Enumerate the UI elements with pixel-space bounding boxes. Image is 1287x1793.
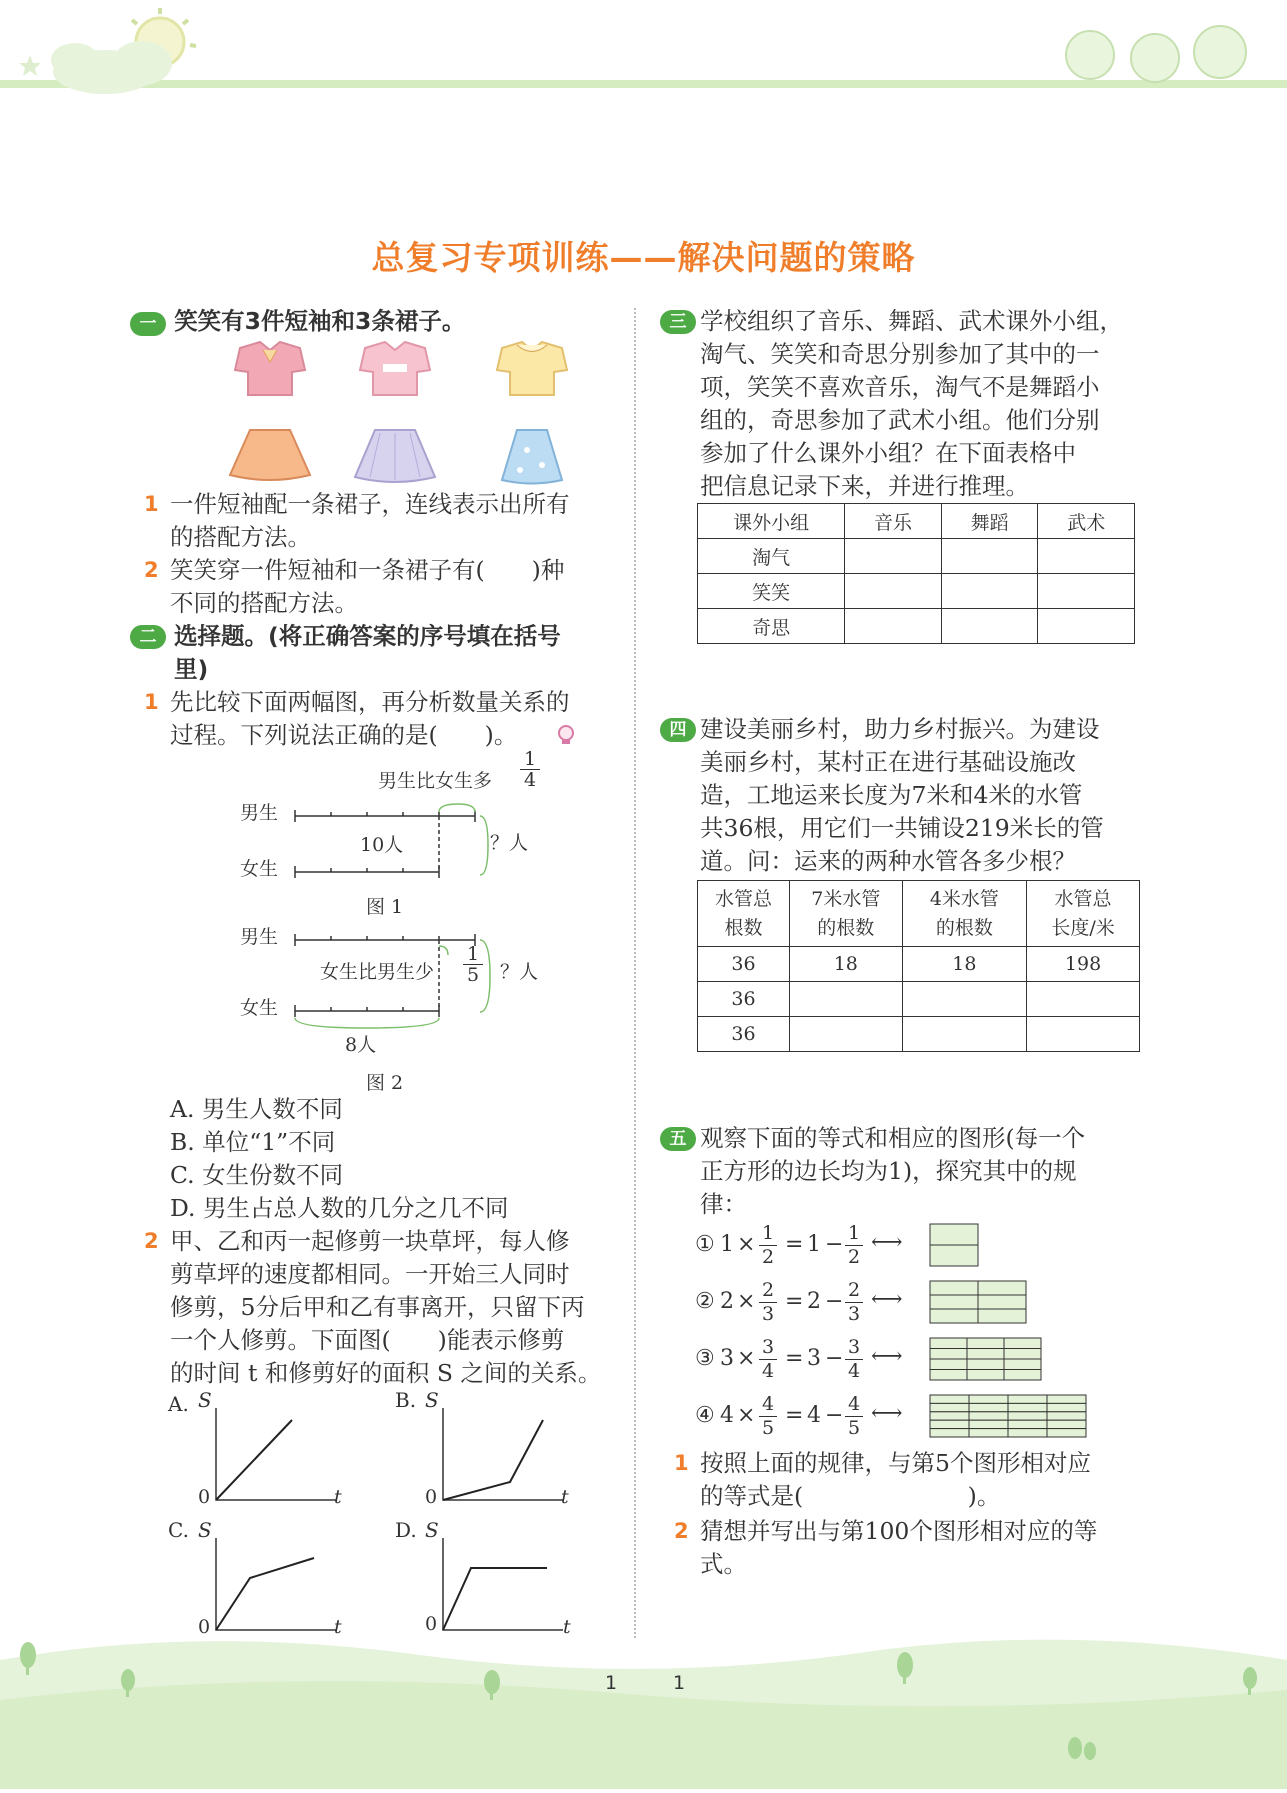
question-line: 先比较下面两幅图，再分析数量关系的 [170, 688, 570, 716]
grid-cell [1008, 1420, 1047, 1428]
grid-cell [967, 1349, 1004, 1360]
section-5-line: 正方形的边长均为1)，探究其中的规 [700, 1157, 1077, 1185]
grid-cell [930, 1429, 969, 1437]
eq-minus: − [825, 1403, 844, 1428]
fraction-denominator: 3 [845, 1302, 863, 1326]
pipe-table-cell[interactable] [902, 1017, 1026, 1052]
eq-fraction [845, 1222, 863, 1269]
pipe-table-cell: 18 [789, 947, 902, 982]
club-table-cell[interactable] [845, 539, 942, 574]
club-table-name: 淘气 [698, 539, 845, 574]
graph-x-label: t [563, 1616, 571, 1638]
double-arrow-icon: ⟷ [871, 1344, 903, 1369]
shirt-icon [497, 342, 567, 395]
animal-faces-icon [1066, 26, 1246, 82]
header-line: 的根数 [935, 916, 993, 939]
question-number: 1 [674, 1451, 689, 1475]
graph-a [168, 1388, 368, 1513]
section-badge: 三 [660, 310, 696, 334]
eq-mark: ③ [695, 1346, 715, 1371]
grid-cell [930, 1370, 967, 1381]
fig2-middle-label: 女生比男生少 [320, 961, 435, 983]
pipe-table-header [698, 881, 790, 947]
graph-label: C. [168, 1518, 189, 1542]
fraction-denominator: 4 [759, 1359, 777, 1383]
pipe-table-header [902, 881, 1026, 947]
question-line: 甲、乙和丙一起修剪一块草坪，每人修 [170, 1227, 570, 1255]
table-row [698, 539, 1135, 574]
eq-a: 4 [720, 1403, 734, 1428]
skirt-icon [230, 430, 310, 480]
pipe-table-cell: 36 [698, 1017, 790, 1052]
header-band-graphic [0, 0, 1287, 110]
eq-times: × [737, 1403, 756, 1428]
club-table-header: 舞蹈 [941, 504, 1038, 539]
grid-cell [969, 1412, 1008, 1420]
fraction-denominator: 4 [845, 1359, 863, 1383]
skirt-icon [502, 430, 562, 484]
fraction-numerator: 4 [847, 1393, 861, 1415]
eq-minus: − [825, 1232, 844, 1257]
table-row [698, 982, 1140, 1017]
question-line: 笑笑穿一件短袖和一条裙子有( )种 [170, 556, 565, 584]
club-table-cell[interactable] [941, 609, 1038, 644]
section-1 [130, 305, 620, 338]
graph-b-plot [395, 1388, 595, 1513]
question-line: 的等式是( )。 [700, 1482, 1001, 1510]
question-2-1-options [170, 1093, 620, 1225]
grid-cell [1008, 1395, 1047, 1403]
question-line: 猜想并写出与第100个图形相对应的等 [700, 1517, 1098, 1545]
section-5-questions [660, 1447, 1150, 1581]
pipe-table [697, 880, 1140, 1052]
grid-cell [1004, 1359, 1041, 1370]
club-table-cell[interactable] [1038, 539, 1135, 574]
fraction-denominator: 4 [520, 769, 540, 790]
club-table-cell[interactable] [941, 539, 1038, 574]
question-number: 1 [144, 690, 159, 714]
section-badge: 二 [130, 625, 166, 649]
grid-cell [1047, 1429, 1086, 1437]
question-line: 一件短袖配一条裙子，连线表示出所有 [170, 490, 570, 518]
section-5-line: 律： [700, 1190, 747, 1218]
section-3 [660, 305, 1150, 503]
grid-cell [978, 1309, 1026, 1323]
clothing-graphic [225, 340, 570, 485]
section-1-questions [140, 488, 630, 620]
club-table-cell[interactable] [1038, 609, 1135, 644]
fraction-numerator: 2 [847, 1279, 861, 1301]
footer-decoration [0, 1620, 1287, 1789]
question-line: 按照上面的规律，与第5个图形相对应 [700, 1449, 1091, 1477]
section-4 [660, 713, 1150, 878]
table-row [698, 947, 1140, 982]
clothing-illustrations [225, 340, 570, 485]
eq-fraction [759, 1393, 777, 1440]
grid-cell [969, 1403, 1008, 1411]
pipe-table-cell: 36 [698, 982, 790, 1017]
section-3-line: 学校组织了音乐、舞蹈、武术课外小组， [700, 307, 1123, 335]
club-table-cell[interactable] [1038, 574, 1135, 609]
eq-fraction [845, 1279, 863, 1326]
grid-cell [978, 1295, 1026, 1309]
grid-cell [969, 1429, 1008, 1437]
grid-cell [1004, 1349, 1041, 1360]
question-5-2 [660, 1515, 1150, 1581]
eq-mark: ① [695, 1232, 715, 1257]
fig2-count: 8人 [345, 1034, 377, 1056]
grid-cell [930, 1224, 978, 1245]
club-table-cell[interactable] [845, 574, 942, 609]
pipe-table-cell[interactable] [1027, 1017, 1140, 1052]
grid-cell [1008, 1429, 1047, 1437]
option-c: C. 女生份数不同 [170, 1161, 344, 1189]
graph-x-label: t [334, 1486, 342, 1508]
header-line: 4米水管 [929, 887, 999, 910]
fraction-numerator: 3 [847, 1336, 861, 1358]
table-row [698, 574, 1135, 609]
grid-cell [930, 1420, 969, 1428]
eq-b: 2 [807, 1289, 821, 1314]
question-line: 修剪，5分后甲和乙有事离开，只留下丙 [170, 1293, 585, 1321]
grid-cell [930, 1295, 978, 1309]
grid-cell [930, 1338, 967, 1349]
fig1-girls-label: 女生 [240, 858, 279, 880]
eq-equals: = [785, 1346, 804, 1371]
option-a: A. 男生人数不同 [170, 1095, 343, 1123]
header-decoration [0, 0, 1287, 110]
section-3-line: 把信息记录下来，并进行推理。 [700, 472, 1029, 500]
star-icon [19, 55, 41, 76]
graph-label: D. [395, 1518, 417, 1542]
graph-y-label: S [425, 1518, 439, 1542]
question-number: 2 [674, 1519, 689, 1543]
question-2-2 [130, 1225, 630, 1390]
eq-equals: = [785, 1232, 804, 1257]
graph-origin: 0 [198, 1486, 211, 1508]
section-4-line: 建设美丽乡村，助力乡村振兴。为建设 [700, 715, 1100, 743]
grid-cell [967, 1370, 1004, 1381]
section-badge: 四 [660, 718, 696, 742]
section-2-heading [130, 620, 620, 686]
grid-cell [1047, 1403, 1086, 1411]
graph-y-label: S [198, 1518, 212, 1542]
question-line: 的搭配方法。 [170, 523, 311, 551]
club-table-header: 武术 [1038, 504, 1135, 539]
header-line: 7米水管 [811, 887, 881, 910]
footer-hills-graphic [0, 1620, 1287, 1789]
fraction-numerator: 4 [761, 1393, 775, 1415]
eq-times: × [737, 1232, 756, 1257]
column-divider [634, 308, 636, 1638]
graph-origin: 0 [425, 1613, 438, 1635]
option-d: D. 男生占总人数的几分之几不同 [170, 1194, 509, 1222]
table-row [698, 609, 1135, 644]
double-arrow-icon: ⟷ [871, 1401, 903, 1426]
section-badge: 五 [660, 1127, 696, 1151]
question-line: 不同的搭配方法。 [170, 589, 358, 617]
section-5-text [660, 1122, 1150, 1221]
fraction-numerator: 1 [847, 1222, 861, 1244]
section-3-line: 项，笑笑不喜欢音乐，淘气不是舞蹈小 [700, 373, 1100, 401]
eq-fraction [845, 1336, 863, 1383]
question-2-2-text [130, 1225, 630, 1390]
fraction-denominator: 2 [759, 1245, 777, 1269]
grid-cell [930, 1309, 978, 1323]
header-line: 水管总 [1054, 887, 1112, 910]
skirt-icon [355, 430, 435, 482]
graph-y-label: S [198, 1388, 212, 1412]
pipe-table-cell: 18 [902, 947, 1026, 982]
fraction-numerator: 1 [466, 943, 480, 965]
eq-mark: ④ [695, 1403, 715, 1428]
page-number-left: 1 [605, 1672, 618, 1694]
shirt-icon [235, 342, 305, 395]
fig1-caption: 图 1 [366, 896, 404, 918]
question-line: 过程。下列说法正确的是( )。 [170, 721, 518, 749]
section-2-heading-line: 里) [174, 655, 209, 683]
grid-cell [1047, 1420, 1086, 1428]
section-4-text [660, 713, 1150, 878]
section-4-line: 造，工地运来长度为7米和4米的水管 [700, 781, 1083, 809]
square-grids [928, 1222, 1138, 1442]
fraction-numerator: 3 [761, 1336, 775, 1358]
grid-cell [930, 1412, 969, 1420]
question-5-1 [660, 1447, 1150, 1513]
section-3-text [660, 305, 1150, 503]
page-number-right: 1 [673, 1672, 686, 1694]
header-line: 长度/米 [1051, 916, 1115, 939]
eq-times: × [737, 1346, 756, 1371]
question-number: 2 [144, 558, 159, 582]
section-4-line: 共36根，用它们一共铺设219米长的管 [700, 814, 1104, 842]
grid-cell [930, 1359, 967, 1370]
club-table-header: 音乐 [845, 504, 942, 539]
pipe-table-cell[interactable] [1027, 982, 1140, 1017]
section-3-line: 参加了什么课外小组？在下面表格中 [700, 439, 1076, 467]
club-table-name: 笑笑 [698, 574, 845, 609]
eq-minus: − [825, 1346, 844, 1371]
fig2-question: ？人 [500, 961, 539, 983]
section-1-heading [130, 305, 620, 338]
fraction-numerator: 1 [523, 748, 537, 770]
pipe-table-header [789, 881, 902, 947]
pipe-table-cell: 36 [698, 947, 790, 982]
grid-cell [1008, 1403, 1047, 1411]
bar-diagram-figures [230, 748, 560, 1094]
graph-line [216, 1420, 292, 1500]
eq-mark: ② [695, 1289, 715, 1314]
graph-line [443, 1420, 543, 1500]
grid-cell [969, 1420, 1008, 1428]
grid-cell [930, 1395, 969, 1403]
fig1-top-label: 男生比女生多 [378, 770, 493, 792]
grid-cell [930, 1281, 978, 1295]
question-1-1 [140, 488, 630, 554]
grid-cell [967, 1359, 1004, 1370]
question-line: 剪草坪的速度都相同。一开始三人同时 [170, 1260, 570, 1288]
graph-origin: 0 [198, 1616, 211, 1638]
eq-fraction [759, 1336, 777, 1383]
grid-cell [1047, 1395, 1086, 1403]
page-title: 总复习专项训练——解决问题的策略 [371, 238, 916, 277]
grid-cell [930, 1403, 969, 1411]
pipe-table-cell: 198 [1027, 947, 1140, 982]
fraction-numerator: 1 [761, 1222, 775, 1244]
section-2 [130, 620, 620, 752]
grid-cell [967, 1338, 1004, 1349]
club-table [697, 503, 1135, 644]
bar-diagram-lines [230, 750, 560, 1090]
grid-cell [969, 1395, 1008, 1403]
eq-minus: − [825, 1289, 844, 1314]
fraction-denominator: 2 [845, 1245, 863, 1269]
question-1-2 [140, 554, 630, 620]
club-table-cell[interactable] [845, 609, 942, 644]
question-line: 式。 [700, 1550, 747, 1578]
eq-b: 3 [807, 1346, 821, 1371]
eq-a: 2 [720, 1289, 734, 1314]
header-line: 根数 [724, 916, 763, 939]
fraction-denominator: 5 [759, 1416, 777, 1440]
fig2-girls-label: 女生 [240, 997, 279, 1019]
section-3-line: 淘气、笑笑和奇思分别参加了其中的一 [700, 340, 1100, 368]
double-arrow-icon: ⟷ [871, 1230, 903, 1255]
question-line: 一个人修剪。下面图( )能表示修剪 [170, 1326, 565, 1354]
eq-b: 4 [807, 1403, 821, 1428]
fraction-numerator: 2 [761, 1279, 775, 1301]
section-2-heading-line: 选择题。(将正确答案的序号填在括号 [174, 622, 561, 650]
graph-origin: 0 [425, 1486, 438, 1508]
fig2-boys-label: 男生 [240, 926, 279, 948]
graph-x-label: t [334, 1616, 342, 1638]
graph-y-label: S [425, 1388, 439, 1412]
eq-times: × [737, 1289, 756, 1314]
double-arrow-icon: ⟷ [871, 1287, 903, 1312]
grid-cell [1004, 1370, 1041, 1381]
graph-b [395, 1388, 595, 1513]
pipe-table-header [1027, 881, 1140, 947]
question-2-1 [130, 686, 620, 752]
fraction-denominator: 5 [463, 964, 483, 985]
pipe-table-cell[interactable] [789, 1017, 902, 1052]
fig1-boys-label: 男生 [240, 802, 279, 824]
graph-label: B. [395, 1388, 417, 1412]
grid-cell [1047, 1412, 1086, 1420]
header-band [0, 80, 1287, 88]
graph-label: A. [168, 1392, 189, 1416]
club-table-cell[interactable] [941, 574, 1038, 609]
grid-cell [930, 1245, 978, 1266]
pipe-table-cell[interactable] [789, 982, 902, 1017]
section-4-line: 道。问：运来的两种水管各多少根？ [700, 847, 1076, 875]
graph-x-label: t [561, 1486, 569, 1508]
question-line: 的时间 t 和修剪好的面积 S 之间的关系。 [170, 1359, 602, 1387]
fig1-girls-count: 10人 [360, 834, 404, 856]
fig1-question: ？人 [490, 832, 529, 854]
section-badge: 一 [130, 312, 166, 336]
section-3-line: 组的，奇思参加了武术小组。他们分别 [700, 406, 1100, 434]
grid-cell [1008, 1412, 1047, 1420]
eq-a: 3 [720, 1346, 734, 1371]
header-line: 水管总 [714, 887, 772, 910]
fraction-denominator: 5 [845, 1416, 863, 1440]
fraction-denominator: 3 [759, 1302, 777, 1326]
eq-equals: = [785, 1403, 804, 1428]
grid-cell [978, 1281, 1026, 1295]
table-row [698, 1017, 1140, 1052]
section-5 [660, 1122, 1150, 1221]
club-table-name: 奇思 [698, 609, 845, 644]
grid-cell [930, 1349, 967, 1360]
eq-a: 1 [720, 1232, 734, 1257]
eq-fraction [759, 1222, 777, 1269]
question-number: 1 [144, 492, 159, 516]
eq-fraction [759, 1279, 777, 1326]
eq-fraction [845, 1393, 863, 1440]
graph-a-plot [168, 1388, 368, 1513]
section-5-line: 观察下面的等式和相应的图形(每一个 [700, 1124, 1086, 1152]
option-b: B. 单位“1”不同 [170, 1128, 336, 1156]
eq-equals: = [785, 1289, 804, 1314]
fig2-caption: 图 2 [366, 1072, 404, 1094]
club-table-header: 课外小组 [698, 504, 845, 539]
section-1-intro: 笑笑有3件短袖和3条裙子。 [174, 307, 466, 335]
question-number: 2 [144, 1229, 159, 1253]
eq-b: 1 [807, 1232, 821, 1257]
pipe-table-cell[interactable] [902, 982, 1026, 1017]
header-line: 的根数 [817, 916, 875, 939]
grid-cell [1004, 1338, 1041, 1349]
shirt-icon [360, 342, 430, 395]
section-4-line: 美丽乡村，某村正在进行基础设施改 [700, 748, 1076, 776]
